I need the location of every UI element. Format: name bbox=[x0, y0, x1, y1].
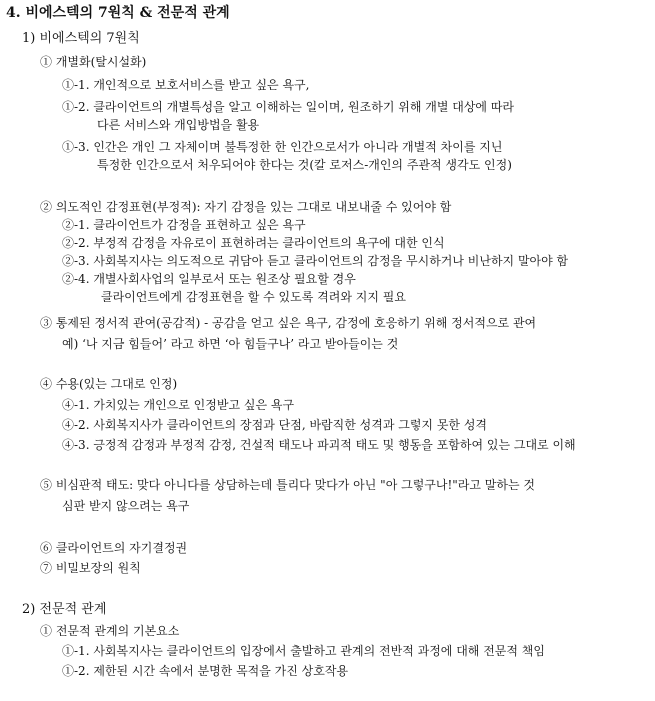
principle-7: ⑦ 비밀보장의 원칙 bbox=[40, 561, 141, 575]
principle-4-item-1: ④-1. 가치있는 개인으로 인정받고 싶은 욕구 bbox=[62, 398, 295, 412]
relationship-1-item-1: ①-1. 사회복지사는 클라이언트의 입장에서 출발하고 관계의 전반적 과정에 대해 전문적 책임 bbox=[62, 644, 545, 658]
relationship-1-heading: ① 전문적 관계의 기본요소 bbox=[40, 624, 180, 638]
relationship-1-item-2: ①-2. 제한된 시간 속에서 분명한 목적을 가진 상호작용 bbox=[62, 664, 349, 678]
principle-1-item-1: ①-1. 개인적으로 보호서비스를 받고 싶은 욕구, bbox=[62, 78, 310, 92]
principle-3-line-1: ③ 통제된 정서적 관여(공감적) - 공감을 얻고 싶은 욕구, 감정에 호응하기 위해 정서적으로 관여 bbox=[40, 316, 537, 330]
principle-2-item-4-cont: 클라이언트에게 감정표현을 할 수 있도록 격려와 지지 필요 bbox=[101, 290, 406, 304]
principle-4-heading: ④ 수용(있는 그대로 인정) bbox=[40, 377, 178, 391]
section-heading-professional-relationship: 2) 전문적 관계 bbox=[22, 602, 107, 617]
principle-5-line-1: ⑤ 비심판적 태도: 맞다 아니다를 상담하는데 틀리다 맞다가 아닌 "아 그렇구나!"라고 말하는 것 bbox=[40, 478, 535, 492]
principle-1-item-2: ①-2. 클라이언트의 개별특성을 알고 이해하는 일이며, 원조하기 위해 개별 대상에 따라 bbox=[62, 100, 515, 114]
principle-2-heading: ② 의도적인 감정표현(부정적): 자기 감정을 있는 그대로 내보내줄 수 있어야 함 bbox=[40, 200, 452, 214]
principle-2-item-4: ②-4. 개별사회사업의 일부로서 또는 원조상 필요할 경우 bbox=[62, 272, 356, 286]
section-heading-principles: 1) 비에스텍의 7원칙 bbox=[22, 31, 140, 46]
principle-6: ⑥ 클라이언트의 자기결정권 bbox=[40, 541, 188, 555]
principle-5-line-2: 심판 받지 않으려는 욕구 bbox=[62, 499, 190, 513]
principle-1-heading: ① 개별화(탈시설화) bbox=[40, 55, 147, 69]
principle-3-line-2: 예) ‘나 지금 힘들어’ 라고 하면 ‘아 힘들구나’ 라고 받아들이는 것 bbox=[62, 337, 399, 351]
principle-4-item-3: ④-3. 긍정적 감정과 부정적 감정, 건설적 태도나 파괴적 태도 및 행동을 포함하여 있는 그대로 이해 bbox=[62, 438, 576, 452]
principle-4-item-2: ④-2. 사회복지사가 클라이언트의 장점과 단점, 바람직한 성격과 그렇지 못한 성격 bbox=[62, 418, 488, 432]
principle-1-item-2-cont: 다른 서비스와 개입방법을 활용 bbox=[97, 118, 260, 132]
principle-1-item-3-cont: 특정한 인간으로서 처우되어야 한다는 것(칼 로저스-개인의 주관적 생각도 인정) bbox=[97, 158, 512, 172]
principle-2-item-2: ②-2. 부정적 감정을 자유로이 표현하려는 클라이언트의 욕구에 대한 인식 bbox=[62, 236, 445, 250]
principle-2-item-1: ②-1. 클라이언트가 감정을 표현하고 싶은 욕구 bbox=[62, 218, 306, 232]
principle-1-item-3: ①-3. 인간은 개인 그 자체이며 불특정한 한 인간으로서가 아니라 개별적 차이를 지닌 bbox=[62, 140, 503, 154]
document-title: 4. 비에스텍의 7원칙 & 전문적 관계 bbox=[6, 5, 230, 21]
principle-2-item-3: ②-3. 사회복지사는 의도적으로 귀담아 듣고 클라이언트의 감정을 무시하거나 비난하지 말아야 함 bbox=[62, 254, 569, 268]
